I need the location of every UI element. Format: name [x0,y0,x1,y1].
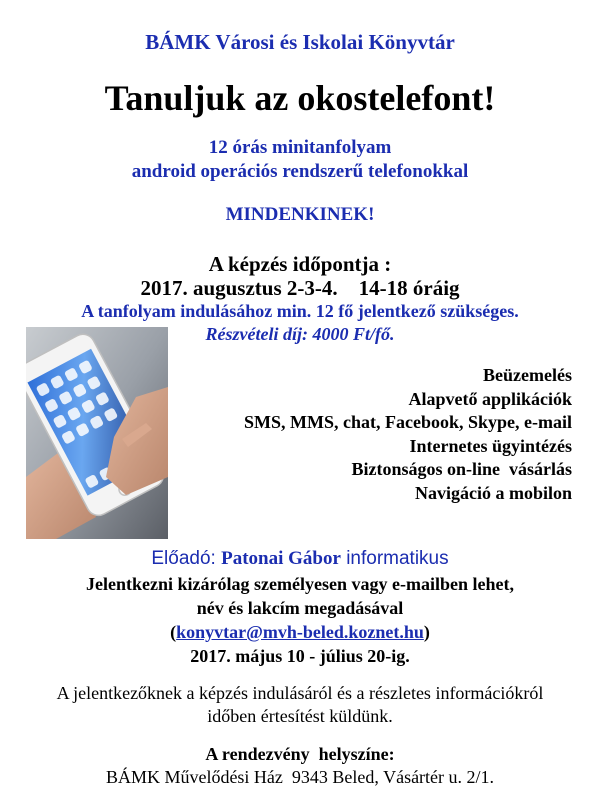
poster-title: Tanuljuk az okostelefont! [104,78,496,118]
topic-item: Beüzemelés [483,365,572,385]
presenter-line [0,548,600,570]
schedule-label: A képzés időpontja : [208,252,392,276]
course-subtitle-line1: 12 órás minitanfolyam [208,137,392,158]
topic-item: Biztonságos on-line vásárlás [351,459,572,480]
presenter-prefix: Előadó: [151,548,222,569]
minimum-participants-note: A tanfolyam indulásához min. 12 fő jelentkező szükséges. [81,301,519,321]
course-subtitle-line2: android operációs rendszerű telefonokkal [131,161,469,182]
topic-item: SMS, MMS, chat, Facebook, Skype, e-mail [244,412,572,433]
registration-requirement: név és lakcím megadásával [196,598,404,618]
topic-item: Alapvető applikációk [408,388,572,409]
smartphone-in-hands-photo [26,327,168,539]
venue-address: BÁMK Művelődési Ház 9343 Beled, Vásártér u. 2/1. [105,767,495,787]
topic-item: Navigáció a mobilon [414,482,572,503]
registration-email-line [0,622,600,643]
email-link[interactable]: konyvtar@mvh-beled.koznet.hu [176,622,424,642]
registration-method: Jelentkezni kizárólag személyesen vagy e-mailben lehet, [86,574,514,594]
schedule-dates: 2017. augusztus 2-3-4. 14-18 óráig [140,276,460,300]
presenter-name: Patonai Gábor [221,548,341,569]
registration-deadline: 2017. május 10 - július 20-ig. [190,646,410,666]
audience-heading: MINDENKINEK! [225,204,375,225]
notification-info-line1: A jelentkezőknek a képzés indulásáról és a részletes információkról [56,683,544,703]
organization-name: BÁMK Városi és Iskolai Könyvtár [145,30,455,54]
presenter-role: informatikus [340,548,449,569]
course-topics-list [244,364,572,506]
paren-open: ( [170,622,177,642]
topic-item: Internetes ügyintézés [409,435,572,456]
paren-close: ) [423,622,430,642]
notification-info-line2: időben értesítést küldünk. [207,706,393,726]
venue-label: A rendezvény helyszíne: [205,744,395,764]
participation-fee: Részvételi díj: 4000 Ft/fő. [205,324,395,344]
